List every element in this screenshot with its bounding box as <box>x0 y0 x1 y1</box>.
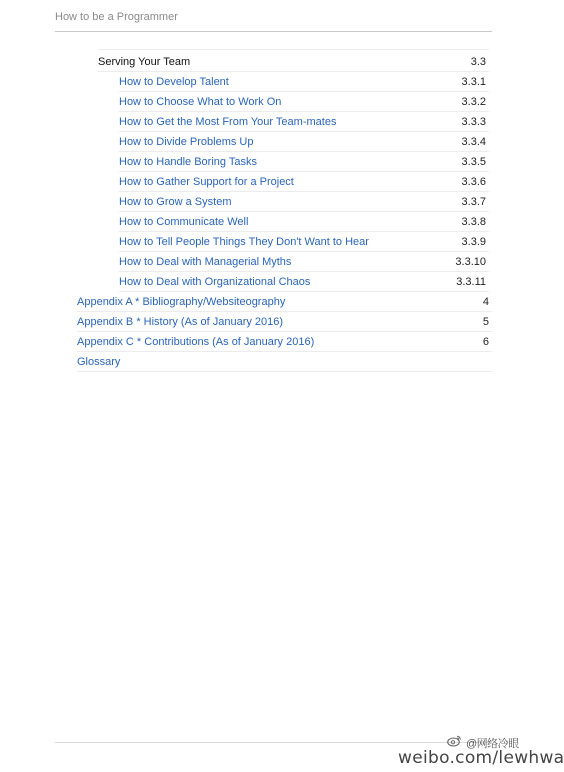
toc-top-divider <box>98 49 489 50</box>
toc-entry-number: 3.3.8 <box>461 216 486 228</box>
toc-entry-divide-problems[interactable] <box>119 132 489 152</box>
toc-entry-number: 3.3.6 <box>461 176 486 188</box>
toc-entry-title: Serving Your Team <box>98 56 191 68</box>
toc-entry-gather-support[interactable] <box>119 172 489 192</box>
header-divider <box>55 31 492 32</box>
toc-link[interactable]: Glossary <box>77 356 121 368</box>
toc-link[interactable]: How to Handle Boring Tasks <box>119 156 257 168</box>
footer-divider <box>55 742 492 743</box>
toc-entry-appendix-b[interactable] <box>77 312 492 332</box>
toc-entry-appendix-a[interactable] <box>77 292 492 312</box>
toc-entry-grow-system[interactable] <box>119 192 489 212</box>
toc-link[interactable]: Appendix B * History (As of January 2016) <box>77 316 284 328</box>
toc-entry-number: 4 <box>482 296 489 308</box>
toc-link[interactable]: How to Communicate Well <box>119 216 249 228</box>
toc-entry-serving-your-team[interactable] <box>98 52 489 72</box>
toc-entry-number: 3.3.11 <box>456 276 486 288</box>
toc-link[interactable]: How to Choose What to Work On <box>119 96 282 108</box>
running-header: How to be a Programmer <box>55 11 178 23</box>
toc-entry-glossary[interactable] <box>77 352 492 372</box>
toc-link[interactable]: How to Gather Support for a Project <box>119 176 294 188</box>
toc-entry-organizational-chaos[interactable] <box>119 272 489 292</box>
toc-entry-tell-people[interactable] <box>119 232 489 252</box>
toc-entry-team-mates[interactable] <box>119 112 489 132</box>
toc-link[interactable]: How to Develop Talent <box>119 76 229 88</box>
toc-entry-choose-work[interactable] <box>119 92 489 112</box>
toc-entry-number: 3.3.10 <box>455 256 486 268</box>
toc-link[interactable]: Appendix A * Bibliography/Websiteography <box>77 296 286 308</box>
toc-entry-number: 3.3.9 <box>461 236 486 248</box>
toc-entry-number: 3.3 <box>470 56 486 68</box>
toc-entry-communicate-well[interactable] <box>119 212 489 232</box>
toc-entry-boring-tasks[interactable] <box>119 152 489 172</box>
toc-link[interactable]: How to Deal with Managerial Myths <box>119 256 292 268</box>
toc-link[interactable]: How to Divide Problems Up <box>119 136 254 148</box>
toc-entry-develop-talent[interactable] <box>119 72 489 92</box>
toc-entry-number: 3.3.5 <box>461 156 486 168</box>
toc-entry-number: 3.3.1 <box>461 76 486 88</box>
toc-link[interactable]: How to Grow a System <box>119 196 232 208</box>
toc-entry-number: 3.3.4 <box>461 136 486 148</box>
toc-link[interactable]: How to Tell People Things They Don't Want to Hear <box>119 236 369 248</box>
toc-link[interactable]: How to Get the Most From Your Team-mates <box>119 116 337 128</box>
toc-entry-number: 5 <box>482 316 489 328</box>
toc-link[interactable]: How to Deal with Organizational Chaos <box>119 276 311 288</box>
toc-entry-number: 3.3.7 <box>461 196 486 208</box>
watermark-url: weibo.com/lewhwa <box>398 748 564 768</box>
toc-entry-number: 3.3.2 <box>461 96 486 108</box>
weibo-icon <box>447 734 462 747</box>
toc-entry-appendix-c[interactable] <box>77 332 492 352</box>
toc-entry-number: 6 <box>482 336 489 348</box>
watermark-handle: @网络冷眼 <box>466 738 519 750</box>
toc-entry-number: 3.3.3 <box>461 116 486 128</box>
toc-entry-managerial-myths[interactable] <box>119 252 489 272</box>
toc-link[interactable]: Appendix C * Contributions (As of January 2016) <box>77 336 315 348</box>
